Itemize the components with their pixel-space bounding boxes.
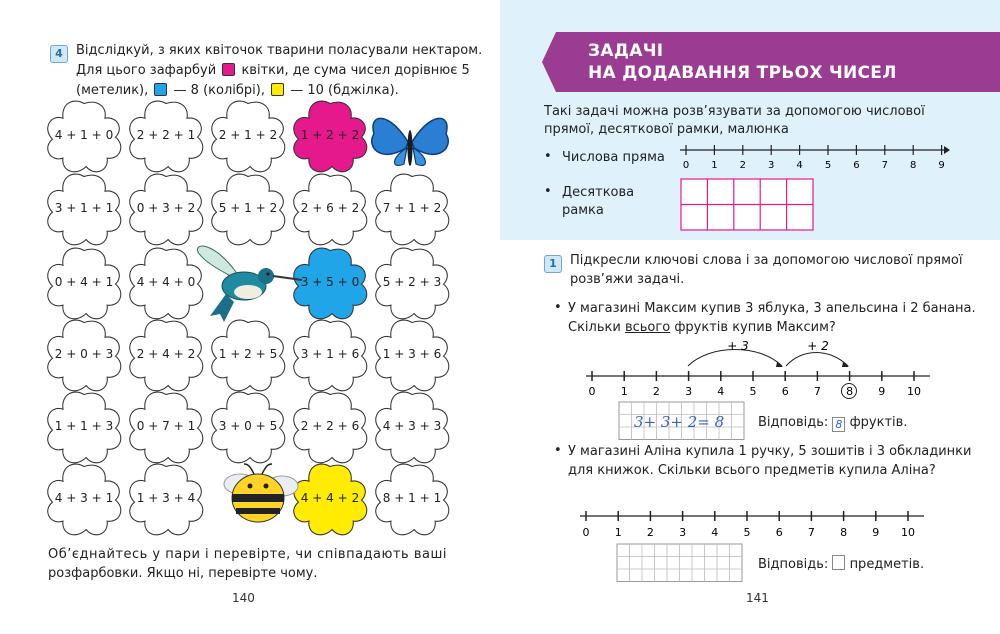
flower[interactable]: [212, 174, 285, 245]
tick-label: 3: [685, 385, 693, 398]
flower-label: 7 + 1 + 2: [382, 201, 442, 216]
flower-label: 0 + 4 + 1: [54, 275, 114, 290]
tick-label: 8: [846, 385, 854, 398]
flower-label: 5 + 1 + 2: [218, 201, 278, 216]
flower-label: 3 + 0 + 5: [218, 419, 278, 434]
tick-label: 7: [881, 160, 888, 171]
theory-number-line: [680, 142, 950, 176]
flower-label: 3 + 5 + 0: [300, 275, 360, 290]
flower[interactable]: [294, 101, 367, 172]
tick-label: 6: [775, 526, 783, 539]
butterfly-illustration: [372, 118, 448, 166]
tick-label: 3: [679, 526, 687, 539]
problem2-grid: [616, 543, 746, 583]
answer1-prefix: Відповідь:: [758, 415, 829, 430]
bullet-dot-2: •: [544, 184, 552, 199]
flower-label: 1 + 1 + 3: [54, 419, 114, 434]
theory-ticks: [683, 145, 945, 171]
page-number-right: 141: [746, 591, 769, 605]
flower[interactable]: [48, 248, 121, 319]
tick-label: 8: [910, 160, 917, 171]
flower-label: 2 + 2 + 6: [300, 419, 360, 434]
instruction-line1: Відслідкуй, з яких квіточок тварини поласували нектаром.: [76, 43, 483, 58]
flower-label: 4 + 4 + 0: [136, 275, 196, 290]
tick-label: 1: [620, 385, 628, 398]
bee-illustration: [224, 464, 298, 522]
flower[interactable]: [212, 392, 285, 463]
tick-label: 0: [588, 385, 596, 398]
flower-label: 8 + 1 + 1: [382, 491, 442, 506]
tick-label: 9: [938, 160, 945, 171]
flower-label: 1 + 2 + 2: [300, 128, 360, 143]
flower[interactable]: [294, 174, 367, 245]
tick-label: 5: [749, 385, 757, 398]
flower-label: 2 + 0 + 3: [54, 347, 114, 362]
tick-label: 2: [646, 526, 654, 539]
flower-label: 5 + 2 + 3: [382, 275, 442, 290]
bullet-dot-3: •: [554, 300, 562, 315]
footer-line2: розфарбовки. Якщо ні, перевірте чому.: [48, 566, 318, 581]
problem1-equation: 3+ 3+ 2= 8: [634, 413, 725, 431]
flower[interactable]: [294, 464, 367, 535]
flower-label: 2 + 2 + 1: [136, 128, 196, 143]
flower[interactable]: [48, 174, 121, 245]
flower-label: 4 + 4 + 2: [300, 491, 360, 506]
flower[interactable]: [130, 248, 203, 319]
keyword-vsogo: всього: [624, 320, 671, 335]
problem2-grid-cells: [617, 544, 742, 582]
flower[interactable]: [294, 320, 367, 391]
flower[interactable]: [130, 101, 203, 172]
flower-label: 2 + 4 + 2: [136, 347, 196, 362]
tick-label: 0: [682, 160, 690, 171]
answer1: [758, 413, 907, 433]
tick-label: 6: [853, 160, 860, 171]
problem1-line1: У магазині Максим купив 3 яблука, 3 апельсина і 2 банана.: [568, 301, 976, 316]
bullet-ten-frame-2: рамка: [562, 203, 604, 218]
tick-label: 7: [813, 385, 821, 398]
instruction-line2-b: квітки, де сума чисел дорівнює 5: [241, 63, 470, 78]
flower[interactable]: [376, 392, 449, 463]
tick-label: 1: [711, 160, 718, 171]
tick-label: 4: [717, 385, 725, 398]
problem1-number-line: [580, 336, 940, 400]
tick-label: 1: [614, 526, 622, 539]
tick-label: 6: [781, 385, 789, 398]
flower-label: 1 + 2 + 5: [218, 347, 278, 362]
flower-label: 4 + 1 + 0: [54, 128, 114, 143]
tick-label: 10: [907, 385, 921, 398]
flower[interactable]: [376, 174, 449, 245]
problem1-grid: [618, 401, 748, 441]
tick-label: 0: [582, 526, 590, 539]
problem2-ticks: [583, 511, 916, 539]
flower[interactable]: [48, 320, 121, 391]
flower[interactable]: [130, 392, 203, 463]
answer2-prefix: Відповідь:: [758, 557, 829, 572]
problem1-line2: [568, 318, 836, 338]
tick-label: 8: [840, 526, 848, 539]
tick-label: 3: [768, 160, 775, 171]
flower[interactable]: [48, 101, 121, 172]
flower[interactable]: [376, 464, 449, 535]
bullet-dot-1: •: [544, 149, 552, 164]
bullet-ten-frame-1: Десяткова: [562, 185, 635, 200]
answer2: [758, 555, 924, 575]
flower-label: 4 + 3 + 1: [54, 491, 114, 506]
instruction-line3-c: — 10 (бджілка).: [290, 83, 399, 98]
problem1-word-skilky: Скільки: [568, 320, 621, 335]
problem1-rest: фруктів купив Максим?: [674, 320, 836, 335]
intro-line2: прямої, десяткової рамки, малюнка: [544, 122, 789, 137]
tick-label: 4: [711, 526, 719, 539]
page-title: [588, 40, 897, 84]
bullet-dot-4: •: [554, 443, 562, 458]
title-line1: ЗАДАЧІ: [588, 41, 664, 61]
task-number-badge: 4: [50, 45, 68, 63]
tick-label: 9: [878, 385, 886, 398]
task-line2: розв’яжи задачі.: [570, 272, 685, 287]
flower[interactable]: [48, 392, 121, 463]
tick-label: 4: [796, 160, 803, 171]
flower[interactable]: [212, 320, 285, 391]
answer1-box: 8: [832, 417, 845, 432]
footer-line1: Об’єднайтесь у пари і перевірте, чи співпадають ваші: [48, 547, 447, 562]
answer2-box[interactable]: [832, 555, 845, 570]
flower-label: 2 + 1 + 2: [218, 128, 278, 143]
flower-grid: [0, 0, 500, 540]
hummingbird-illustration: [197, 246, 302, 322]
tick-label: 5: [824, 160, 832, 171]
instruction-line2-a: Для цього зафарбуй: [76, 63, 217, 78]
jump2-label: + 2: [807, 339, 829, 353]
flower[interactable]: [212, 101, 285, 172]
title-line2: НА ДОДАВАННЯ ТРЬОХ ЧИСЕЛ: [588, 63, 897, 83]
bullet-number-line: Числова пряма: [562, 150, 665, 165]
flower-label: 3 + 1 + 6: [300, 347, 360, 362]
page-number-left: 140: [232, 591, 255, 605]
task-line1: Підкресли ключові слова і за допомогою числової прямої: [570, 253, 963, 268]
flower[interactable]: [130, 174, 203, 245]
right-page: [500, 0, 1000, 634]
problem2-line1: У магазині Аліна купила 1 ручку, 5 зошитів і 3 обкладинки: [568, 444, 972, 459]
instruction-line3-a: (метелик),: [76, 83, 149, 98]
tick-label: 2: [739, 160, 746, 171]
jump1-label: + 3: [727, 339, 749, 353]
intro-line1: Такі задачі можна розв’язувати за допомогою числової: [544, 104, 925, 119]
flower-label: 0 + 7 + 1: [136, 419, 196, 434]
problem2-line2: для книжок. Скільки всього предметів купила Аліна?: [568, 463, 936, 478]
flowers-layer: [48, 101, 449, 535]
tick-label: 9: [872, 526, 880, 539]
flower-label: 3 + 1 + 1: [54, 201, 114, 216]
flower[interactable]: [376, 320, 449, 391]
flower-label: 0 + 3 + 2: [136, 201, 196, 216]
flower[interactable]: [376, 248, 449, 319]
answer2-suffix: предметів.: [849, 557, 925, 572]
flower[interactable]: [294, 248, 367, 319]
flower[interactable]: [130, 320, 203, 391]
flower[interactable]: [294, 392, 367, 463]
flower-label: 1 + 3 + 4: [136, 491, 196, 506]
ten-frame: [680, 178, 816, 232]
problem1-ticks: [589, 371, 922, 398]
flower-label: 1 + 3 + 6: [382, 347, 442, 362]
flower[interactable]: [48, 464, 121, 535]
flower[interactable]: [130, 464, 203, 535]
tick-label: 2: [652, 385, 660, 398]
tick-label: 10: [901, 526, 915, 539]
answer1-suffix: фруктів.: [849, 415, 908, 430]
task-number-badge-right: 1: [544, 255, 562, 273]
instruction-line3-b: — 8 (колібрі),: [173, 83, 265, 98]
tick-label: 7: [807, 526, 815, 539]
flower-label: 4 + 3 + 3: [382, 419, 442, 434]
problem2-number-line: [574, 506, 934, 542]
flower-label: 2 + 6 + 2: [300, 201, 360, 216]
tick-label: 5: [743, 526, 751, 539]
